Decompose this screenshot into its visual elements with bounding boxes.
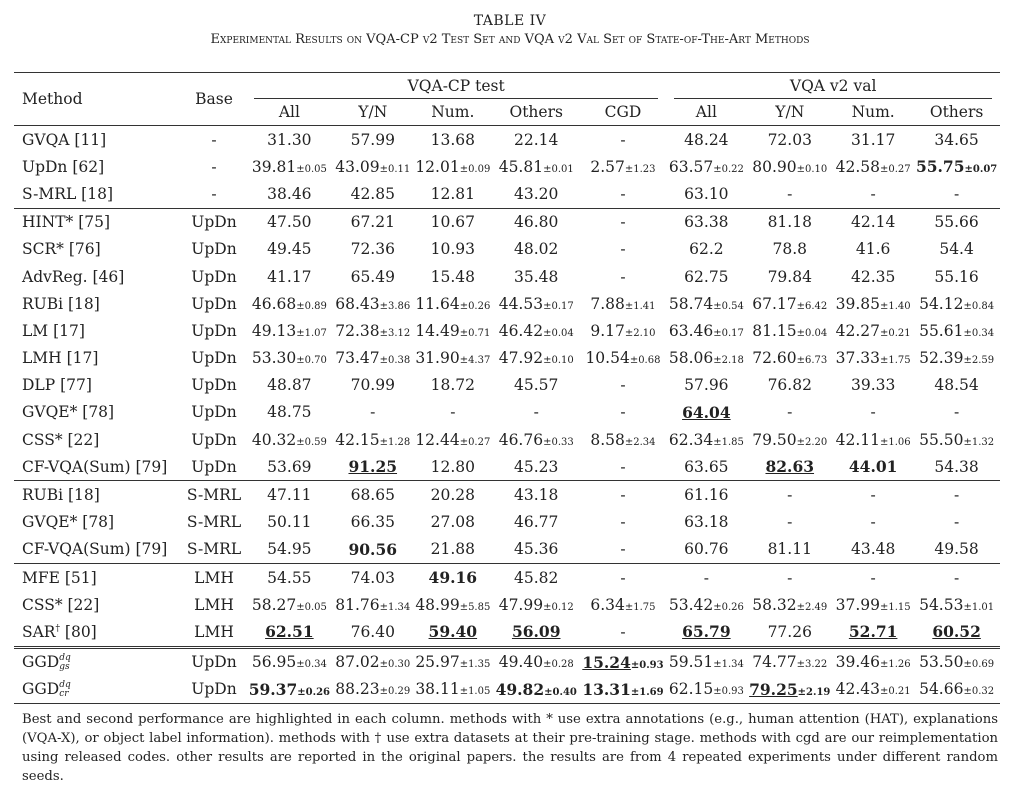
base-cell: S-MRL [186,540,242,559]
table-footnote: Best and second performance are highlighted in each column. methods with * use extra annotations (e.g., human attention (HAT), explanations (VQA-X), or object label information). methods with † use extra datasets at their pre-training stage. methods with cgd are our reimplementation using released codes. other results are reported in the original papers. the results are from 4 repeated experiments under different random seeds. [22,712,998,784]
value-cell: 57.99 [333,126,413,154]
method-cell: HINT* [75] [14,208,182,236]
value-cell: 21.88 [430,540,476,559]
method-cell: CSS* [22] [22,430,100,449]
value-cell: 63.65 [684,457,729,476]
value-cell: 12.80 [430,457,476,476]
table-row [14,536,1000,564]
value-cell: 49.82±0.40 [493,676,580,704]
value-cell: - [870,513,876,532]
value-cell: 87.02±0.30 [333,647,413,676]
method-cell: CF-VQA(Sum) [79] [22,540,168,559]
value-cell: 73.47±0.38 [335,349,411,368]
method-header: Method [14,73,182,126]
value-cell: 37.33±1.75 [835,349,911,368]
value-cell: 59.51±1.34 [666,647,746,676]
value-cell: 65.49 [350,267,395,286]
table-row [14,126,1000,154]
table-caption [0,0,1020,50]
value-cell: 62.75 [684,267,729,286]
value-cell: 77.26 [767,622,812,641]
table-row [14,591,1000,618]
value-cell: 12.44±0.27 [415,430,491,449]
value-cell: 31.17 [833,126,913,154]
value-cell: 54.55 [246,564,333,592]
value-cell: 43.09±0.11 [335,157,411,176]
value-cell: 10.93 [430,240,476,259]
value-cell: 55.61±0.34 [919,321,995,340]
value-cell: 27.08 [430,513,476,532]
value-cell: 54.53±1.01 [919,595,995,614]
value-cell: - [787,184,793,203]
value-cell: 42.58±0.27 [835,157,911,176]
value-cell: 46.42±0.04 [498,321,574,340]
base-cell: UpDn [191,430,237,449]
value-cell: 47.99±0.12 [498,595,574,614]
vqa-cp-test-label: VQA-CP test [407,77,505,95]
value-cell: 10.67 [413,208,493,236]
value-cell: 52.71 [848,622,898,642]
base-cell: UpDn [191,457,237,476]
value-cell: - [620,403,626,422]
value-cell: - [450,403,456,422]
value-cell: 39.85±1.40 [835,294,911,313]
value-cell: 79.50±2.20 [752,430,828,449]
value-cell: 81.11 [767,540,812,559]
method-cell: MFE [51] [14,564,182,592]
value-cell: 31.90±4.37 [415,349,491,368]
value-cell: 88.23±0.29 [333,676,413,704]
value-cell: 81.76±1.34 [335,595,411,614]
value-cell: 49.45 [267,240,312,259]
value-cell: 62.51 [265,622,314,642]
value-cell: 78.8 [772,240,808,259]
value-cell: 79.84 [767,267,812,286]
value-cell: 45.23 [514,457,559,476]
base-cell: UpDn [191,403,237,422]
column-header: All [278,103,300,121]
value-cell: 76.82 [767,376,812,395]
value-cell: 47.92±0.10 [498,349,574,368]
table-row [14,618,1000,647]
value-cell: 70.99 [350,376,395,395]
base-cell: UpDn [182,647,246,676]
value-cell: - [620,622,626,641]
value-cell: 37.99±1.15 [835,595,911,614]
column-header: Others [509,103,563,121]
value-cell: - [953,513,960,532]
value-cell: 82.63 [765,457,815,477]
column-header: Y/N [358,103,388,121]
value-cell: 60.52 [932,622,981,642]
value-cell: 43.48 [850,540,896,559]
base-cell: LMH [182,564,246,592]
value-cell: - [870,403,876,422]
table-label: TABLE IV [473,13,547,29]
value-cell: - [620,184,626,203]
value-cell: 56.95±0.34 [246,647,333,676]
vqa-v2-val-header [666,73,1000,100]
base-cell: - [211,157,217,176]
value-cell: 45.57 [514,376,559,395]
value-cell: 39.33 [850,376,896,395]
method-cell: GGD dq gs [14,647,182,676]
table-row [14,317,1000,344]
base-cell: LMH [194,595,234,614]
value-cell: 25.97±1.35 [413,647,493,676]
value-cell: 48.54 [934,376,979,395]
value-cell: - [913,564,1000,592]
value-cell: 46.68±0.89 [251,294,327,313]
value-cell: 72.03 [746,126,833,154]
value-cell: 61.16 [666,481,746,509]
base-cell: UpDn [191,294,237,313]
value-cell: 34.65 [913,126,1000,154]
base-cell: UpDn [191,349,237,368]
results-table [14,72,1000,704]
base-cell: UpDn [182,208,246,236]
table-row [14,509,1000,536]
table-row [14,180,1000,208]
method-cell: GVQE* [78] [22,513,115,532]
value-cell: 46.77 [514,513,559,532]
method-cell: GVQA [11] [14,126,182,154]
value-cell: 49.13±1.07 [251,321,327,340]
value-cell: - [580,564,667,592]
value-cell: - [620,267,626,286]
method-cell: GGD dq cr [14,676,182,704]
base-cell: UpDn [191,376,237,395]
value-cell: - [913,481,1000,509]
value-cell: 42.14 [833,208,913,236]
value-cell: 54.4 [939,240,974,259]
value-cell: 45.36 [514,540,559,559]
table-row [14,153,1000,180]
method-cell: SAR† [80] [22,622,97,641]
method-cell: UpDn [62] [22,157,105,176]
value-cell: 57.96 [684,376,729,395]
table-row [14,290,1000,317]
value-cell: 42.43±0.21 [833,676,913,704]
value-cell: 63.46±0.17 [668,321,744,340]
value-cell: 9.17±2.10 [590,321,656,340]
value-cell: - [833,481,913,509]
value-cell: 68.43±3.86 [335,294,411,313]
base-cell: UpDn [191,240,237,259]
value-cell: 11.64±0.26 [415,294,491,313]
base-cell: UpDn [191,267,237,286]
table-row [14,676,1000,704]
value-cell: 38.46 [267,184,312,203]
value-cell: 50.11 [267,513,312,532]
value-cell: 67.17±6.42 [752,294,828,313]
table-row [14,399,1000,426]
method-cell: GVQE* [78] [22,403,115,422]
value-cell: - [787,403,793,422]
value-cell: - [580,126,667,154]
table-row [14,453,1000,481]
value-cell: 66.35 [350,513,395,532]
value-cell: 49.58 [934,540,979,559]
value-cell: 54.95 [267,540,312,559]
base-cell: - [211,184,217,203]
value-cell: 54.66±0.32 [913,676,1000,704]
value-cell: 8.58±2.34 [590,430,656,449]
value-cell: 48.99±5.85 [415,595,491,614]
value-cell: 46.80 [493,208,580,236]
value-cell: 80.90±0.10 [752,157,828,176]
value-cell: 54.12±0.84 [919,294,995,313]
method-cell: RUBi [18] [14,481,182,509]
value-cell: 12.81 [430,184,476,203]
value-cell: 31.30 [246,126,333,154]
value-cell: 52.39±2.59 [919,349,995,368]
value-cell: - [746,564,833,592]
column-header: Others [929,103,984,121]
value-cell: 13.68 [413,126,493,154]
value-cell: 53.30±0.70 [251,349,327,368]
value-cell: 63.38 [666,208,746,236]
value-cell: - [533,403,539,422]
value-cell: 59.37±0.26 [246,676,333,704]
value-cell: 72.36 [350,240,395,259]
column-header: Num. [851,103,895,121]
value-cell: 14.49±0.71 [415,321,491,340]
value-cell: 22.14 [493,126,580,154]
value-cell: 6.34±1.75 [590,595,656,614]
table-row [14,647,1000,676]
header-row-1 [14,73,1000,100]
value-cell: 18.72 [430,376,476,395]
value-cell: 7.88±1.41 [590,294,656,313]
base-cell: UpDn [182,676,246,704]
value-cell: 42.85 [350,184,395,203]
value-cell: - [666,564,746,592]
value-cell: 58.74±0.54 [668,294,744,313]
value-cell: 46.76±0.33 [498,430,574,449]
value-cell: 13.31±1.69 [580,676,667,704]
value-cell: 2.57±1.23 [590,157,656,176]
value-cell: - [620,457,626,476]
method-cell: SCR* [76] [22,240,101,259]
value-cell: 81.18 [746,208,833,236]
value-cell: 20.28 [413,481,493,509]
value-cell: 48.75 [267,403,312,422]
value-cell: - [953,403,960,422]
value-cell: 48.24 [666,126,746,154]
base-cell: LMH [194,622,234,641]
value-cell: 53.69 [267,457,312,476]
value-cell: 91.25 [348,457,398,477]
value-cell: 35.48 [514,267,559,286]
value-cell: 63.18 [684,513,729,532]
method-cell: LM [17] [22,321,85,340]
value-cell: 63.10 [684,184,729,203]
value-cell: 41.17 [267,267,312,286]
value-cell: 48.02 [514,240,559,259]
value-cell: - [787,513,793,532]
value-cell: 72.38±3.12 [335,321,411,340]
value-cell: 41.6 [855,240,891,259]
value-cell: 79.25±2.19 [746,676,833,704]
value-cell: 56.09 [511,622,561,642]
column-header: All [695,103,717,121]
value-cell: - [746,481,833,509]
value-cell: 68.65 [333,481,413,509]
value-cell: 81.15±0.04 [752,321,828,340]
value-cell: 65.79 [682,622,731,642]
value-cell: 55.50±1.32 [919,430,995,449]
table-title: Experimental Results on VQA-CP v2 Test Set and VQA v2 Val Set of State-of-The-Art Methods [210,32,810,47]
value-cell: - [580,481,667,509]
value-cell: - [870,184,876,203]
vqa-v2-val-label: VQA v2 val [789,77,877,95]
value-cell: 58.27±0.05 [251,595,327,614]
value-cell: 48.87 [267,376,312,395]
value-cell: 74.77±3.22 [746,647,833,676]
value-cell: 76.40 [350,622,395,641]
value-cell: 55.75±0.07 [915,157,998,177]
table-row [14,345,1000,372]
method-cell: LMH [17] [22,349,99,368]
table-row [14,208,1000,236]
table-row [14,263,1000,290]
column-header: Y/N [775,103,805,121]
value-cell: 47.11 [246,481,333,509]
base-cell: - [182,126,246,154]
value-cell: - [833,564,913,592]
value-cell: 49.40±0.28 [493,647,580,676]
value-cell: 47.50 [246,208,333,236]
value-cell: 90.56 [348,539,398,559]
value-cell: 64.04 [682,402,731,422]
method-cell: AdvReg. [46] [22,267,125,286]
value-cell: 39.46±1.26 [833,647,913,676]
value-cell: 55.16 [934,267,979,286]
value-cell: 54.38 [934,457,979,476]
table-row [14,481,1000,509]
vqa-cp-test-header [246,73,666,100]
method-cell: S-MRL [18] [22,184,114,203]
value-cell: 42.35 [850,267,896,286]
table-row [14,426,1000,453]
value-cell: 38.11±1.05 [413,676,493,704]
value-cell: - [620,540,626,559]
value-cell: 45.81±0.01 [498,157,574,176]
value-cell: 44.53±0.17 [498,294,574,313]
base-cell: UpDn [191,321,237,340]
value-cell: 55.66 [913,208,1000,236]
value-cell: 62.2 [689,240,724,259]
value-cell: - [620,376,626,395]
value-cell: 15.24±0.93 [580,647,667,676]
value-cell: 12.01±0.09 [415,157,491,176]
value-cell: 45.82 [493,564,580,592]
value-cell: 72.60±6.73 [752,349,828,368]
value-cell: - [370,403,376,422]
value-cell: 42.27±0.21 [835,321,911,340]
value-cell: 67.21 [333,208,413,236]
value-cell: 53.50±0.69 [913,647,1000,676]
value-cell: 10.54±0.68 [585,349,661,368]
method-cell: CSS* [22] [22,595,100,614]
value-cell: 15.48 [430,267,476,286]
value-cell: 40.32±0.59 [251,430,327,449]
value-cell: 43.18 [493,481,580,509]
value-cell: 62.15±0.93 [666,676,746,704]
base-cell: S-MRL [182,481,246,509]
table-row [14,372,1000,399]
column-header: CGD [604,103,642,121]
value-cell: 43.20 [514,184,559,203]
value-cell: 74.03 [333,564,413,592]
table-row [14,236,1000,263]
value-cell: 59.40 [428,622,478,642]
base-cell: S-MRL [186,513,242,532]
table-row [14,564,1000,592]
value-cell: - [580,208,667,236]
method-cell: DLP [77] [22,376,92,395]
method-cell: CF-VQA(Sum) [79] [22,457,168,476]
value-cell: 60.76 [684,540,729,559]
column-header: Num. [431,103,475,121]
value-cell: 42.15±1.28 [335,430,411,449]
method-cell: RUBi [18] [22,294,100,313]
value-cell: - [620,513,626,532]
base-header: Base [182,73,246,126]
value-cell: 62.34±1.85 [668,430,744,449]
value-cell: 58.32±2.49 [752,595,828,614]
value-cell: 63.57±0.22 [668,157,744,176]
value-cell: 42.11±1.06 [835,430,911,449]
value-cell: - [620,240,626,259]
value-cell: 53.42±0.26 [668,595,744,614]
value-cell: 58.06±2.18 [668,349,744,368]
value-cell: 39.81±0.05 [251,157,327,176]
value-cell: - [953,184,960,203]
value-cell: 49.16 [413,564,493,592]
value-cell: 44.01 [848,457,898,477]
